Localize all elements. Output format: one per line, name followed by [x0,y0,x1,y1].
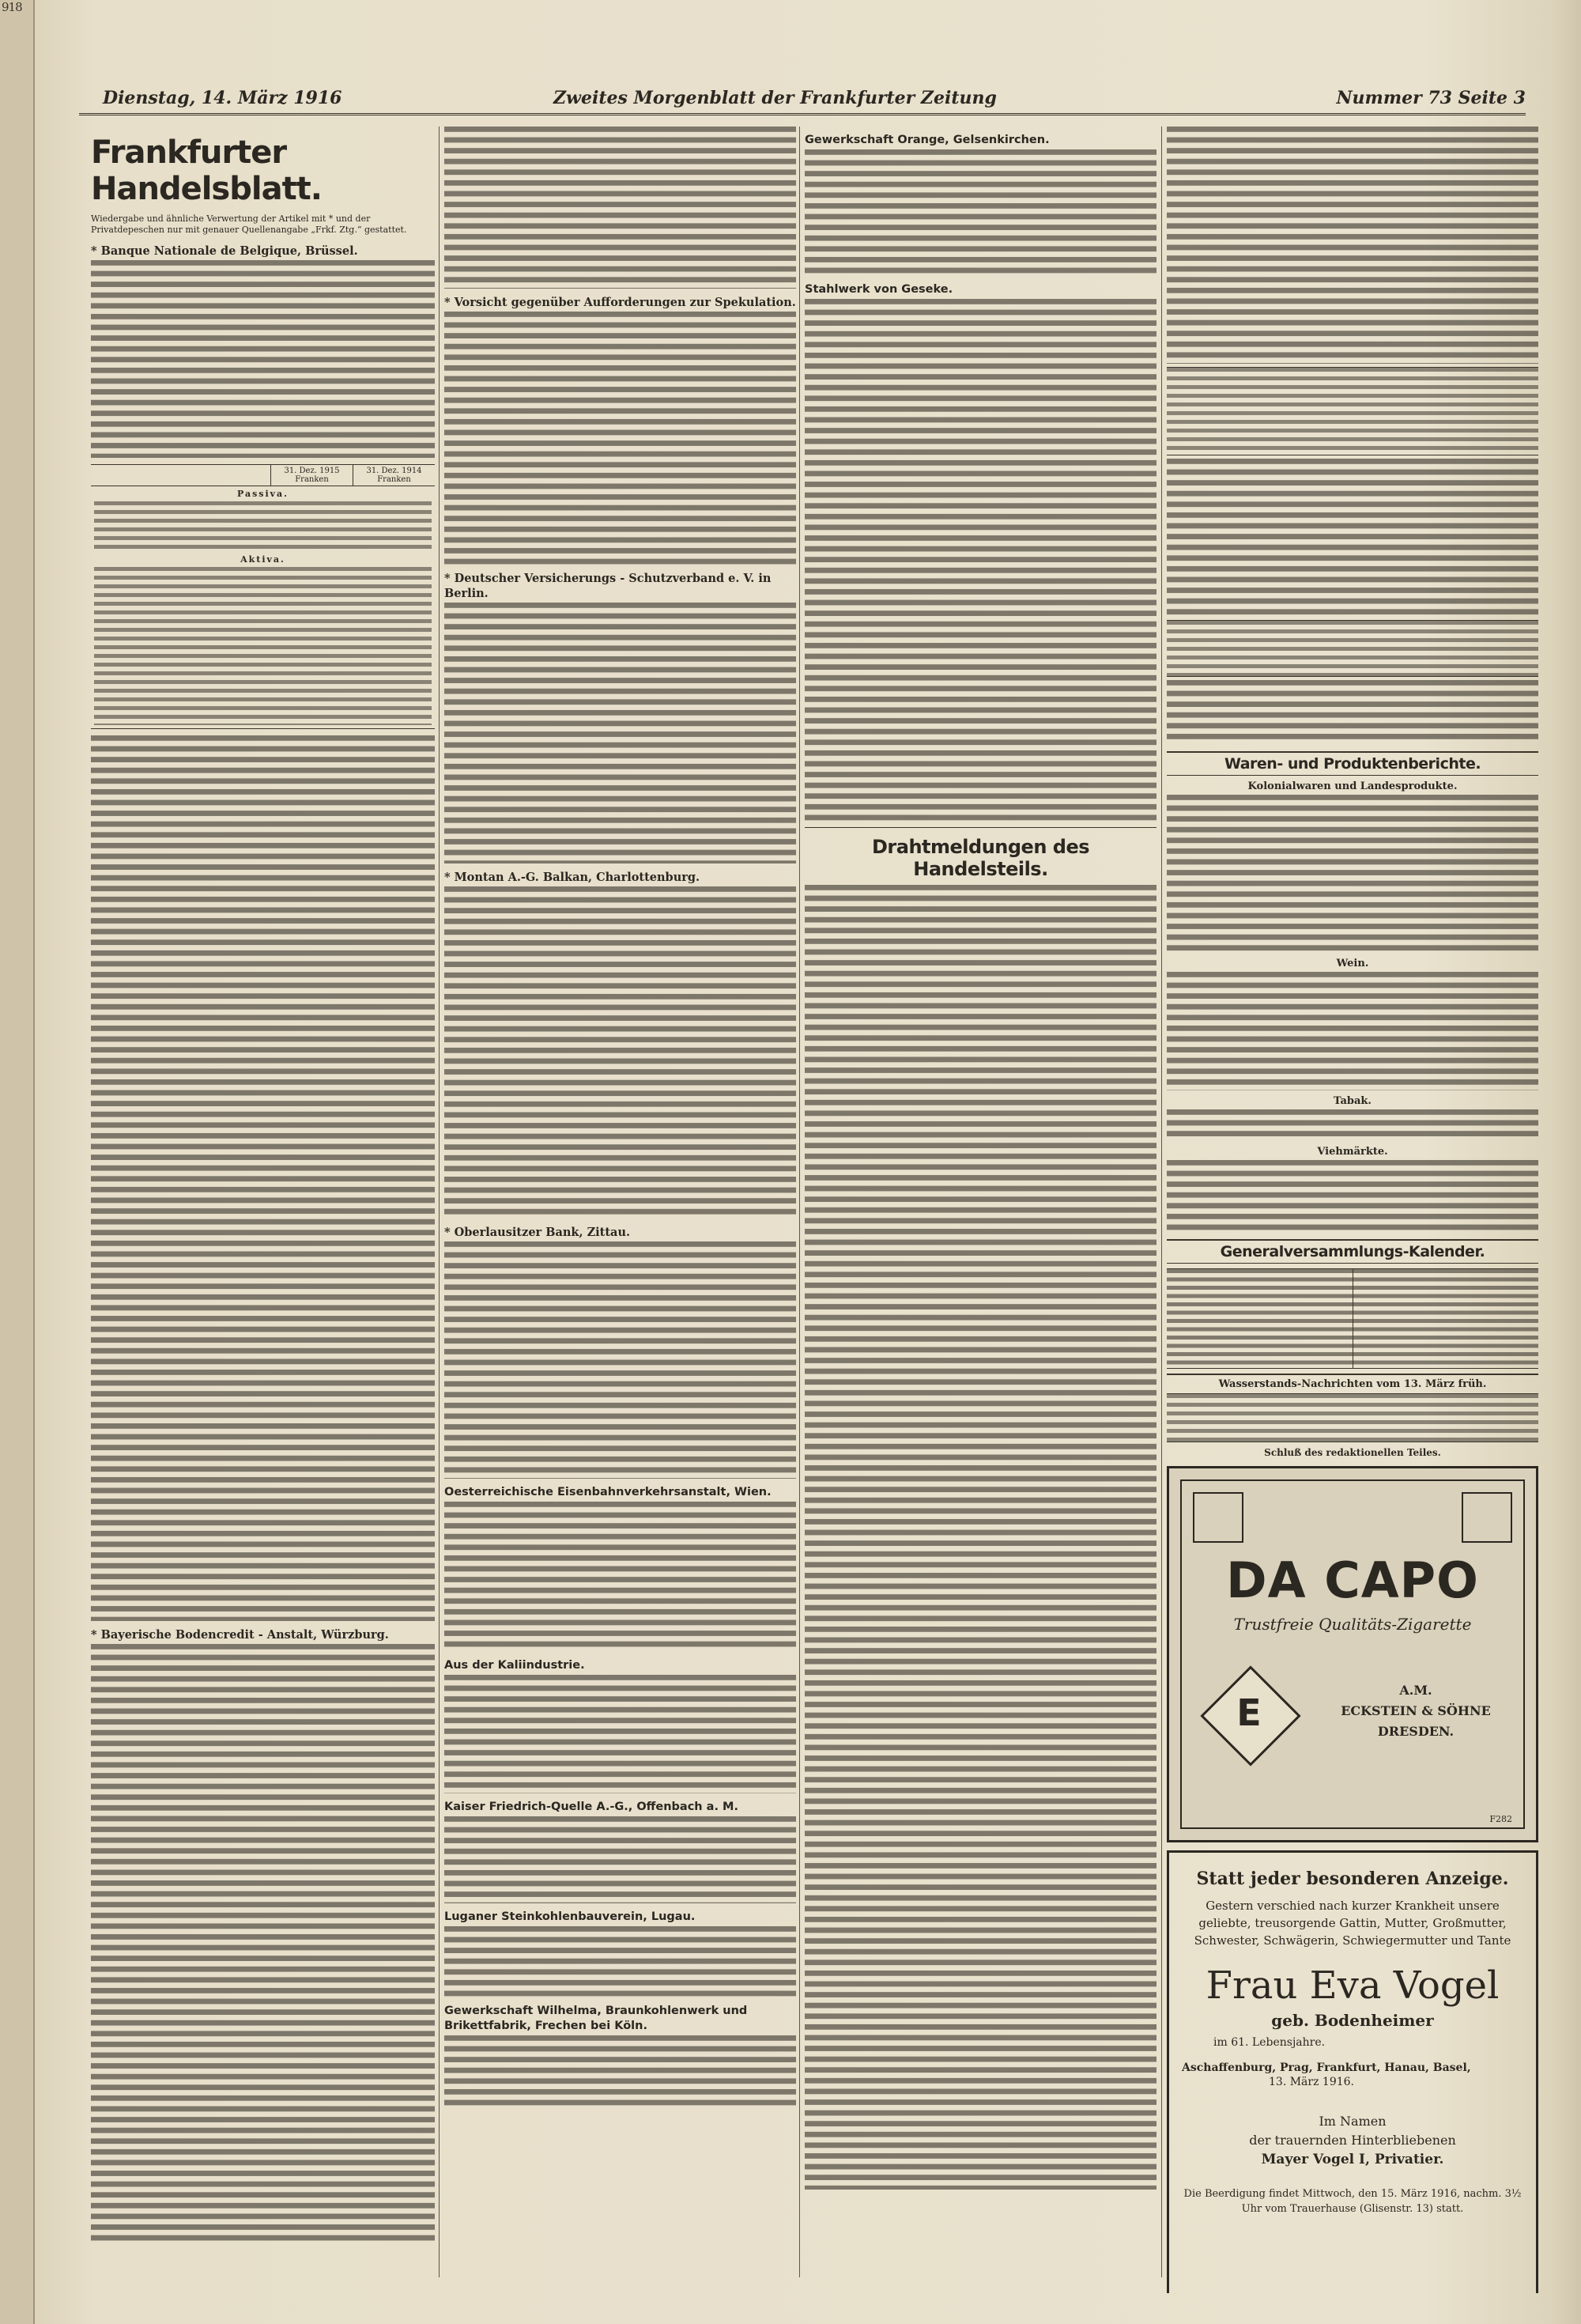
water-level-table [1167,1393,1538,1442]
article-title: * Bayerische Bodencredit - Anstalt, Würzburg. [91,1628,389,1642]
article-text [91,735,435,1621]
article-title: * Montan A.-G. Balkan, Charlottenburg. [444,871,700,884]
sub-heading: Tabak. [1334,1095,1372,1107]
age-line: im 61. Lebensjahre. [1213,2036,1326,2049]
balance-table [91,464,435,729]
article-text [444,886,796,1219]
funeral-info: Die Beerdigung findet Mittwoch, den 15. März 1916, nachm. 3½ Uhr vom Trauerhause (Glisenstr. 13) statt. [1183,2188,1522,2215]
sub-heading: Viehmärkte. [1317,1146,1388,1158]
table-rows [94,567,432,725]
table-col-header: 31. Dez. 1914 Franken [353,465,435,486]
dacapo-advertisement [1167,1466,1538,1842]
column-2 [444,127,796,2293]
table-header [91,465,435,486]
notice-date: 13. März 1916. [1269,2076,1354,2088]
notice-title: Statt jeder besonderen Anzeige. [1196,1869,1509,1889]
article-text [1167,1109,1538,1141]
article-text [805,299,1157,821]
article-text [444,1926,796,1997]
meeting-calendar [1167,1268,1538,1369]
article-title: Oesterreichische Eisenbahnverkehrsanstalt, Wien. [444,1486,772,1498]
article-text [1167,459,1538,617]
stock-table [1167,367,1538,455]
column-4 [1167,127,1538,2293]
death-notice [1167,1850,1538,2293]
column-rule [1161,127,1162,2277]
section-heading: Drahtmeldungen des Handelsteils. [871,836,1089,880]
ad-code: F282 [1489,1814,1512,1824]
paper-line: Zweites Morgenblatt der Frankfurter Zeitung [553,88,997,108]
divider [805,827,1157,828]
table-rows [94,501,432,549]
price-table [1167,620,1538,677]
article-title: * Deutscher Versicherungs - Schutzverband e. V. in Berlin. [444,572,772,600]
article-text [444,1816,796,1903]
article-text [1167,972,1538,1090]
article-title: * Oberlausitzer Bank, Zittau. [444,1226,631,1239]
table-section-label: Aktiva. [240,554,285,565]
table-section-label: Passiva. [236,489,289,499]
article-title: Stahlwerk von Geseke. [805,283,953,296]
section-heading: Waren- und Produktenberichte. [1167,751,1538,776]
article-title: Aus der Kaliindustrie. [444,1659,585,1672]
article-text [805,885,1157,2190]
ad-maker: A.M. ECKSTEIN & SÖHNE DRESDEN. [1341,1683,1491,1739]
reprint-notice: Wiedergabe und ähnliche Verwertung der Artikel mit * und der Privatdepeschen nur mit genauer Quellenangabe „Frkf. Ztg.“ gestattet. [91,214,407,235]
article-text [444,603,796,863]
article-title: Kaiser Friedrich-Quelle A.-G., Offenbach a. M. [444,1801,738,1813]
article-text [1167,680,1538,743]
column-3 [805,127,1157,2293]
places-line: Aschaffenburg, Prag, Frankfurt, Hanau, Basel, [1182,2061,1471,2074]
article-title: Luganer Steinkohlenbauverein, Lugau. [444,1910,696,1923]
page-header [79,75,1526,115]
birth-name: geb. Bodenheimer [1271,2011,1434,2030]
article-text [444,2035,796,2107]
article-title: * Banque Nationale de Belgique, Brüssel. [91,244,358,258]
article-text [91,260,435,458]
table-col-header: 31. Dez. 1915 Franken [270,465,353,486]
article-text [444,1502,796,1652]
emblem-letter: E [1236,1691,1262,1734]
masthead: Frankfurter Handelsblatt. [91,134,322,207]
column-1 [91,127,435,2293]
article-text [1167,795,1538,953]
editorial-end-note: Schluß des redaktionellen Teiles. [1264,1447,1441,1458]
article-text [444,1675,796,1793]
section-heading: Generalversammlungs-Kalender. [1167,1239,1538,1264]
notice-body: Gestern verschied nach kurzer Krankheit unsere geliebte, treusorgende Gattin, Mutter, Großmutter, Schwester, Schwägerin, Schwiegermutter und Tante [1194,1899,1511,1948]
article-text [1167,1160,1538,1231]
column-rule [439,127,440,2277]
article-text [1167,127,1538,364]
article-text [444,1241,796,1479]
page-number: Nummer 73 Seite 3 [1336,88,1526,108]
article-text [444,127,796,289]
article-title: * Vorsicht gegenüber Aufforderungen zur Spekulation. [444,296,796,309]
column-rule [799,127,800,2277]
sub-heading: Wein. [1336,958,1369,969]
article-title: Gewerkschaft Wilhelma, Braunkohlenwerk und Brikettfabrik, Frechen bei Köln. [444,2005,748,2032]
adjacent-page-fragment [0,0,35,2324]
page-number-fragment: 918 [2,0,22,14]
deceased-name: Frau Eva Vogel [1206,1963,1500,2008]
sub-heading: Wasserstands-Nachrichten vom 13. März früh. [1167,1374,1538,1390]
date-line: Dienstag, 14. März 1916 [103,88,342,108]
article-title: Gewerkschaft Orange, Gelsenkirchen. [805,134,1050,146]
ad-tagline: Trustfreie Qualitäts-Zigarette [1233,1615,1472,1634]
mourners: Im Namen der trauernden Hinterbliebenen Mayer Vogel I, Privatier. [1249,2114,1456,2167]
sub-heading: Kolonialwaren und Landesprodukte. [1247,780,1458,792]
ad-brand: DA CAPO [1226,1551,1479,1609]
article-text [91,1644,435,2245]
article-text [805,149,1157,276]
article-text [444,312,796,565]
